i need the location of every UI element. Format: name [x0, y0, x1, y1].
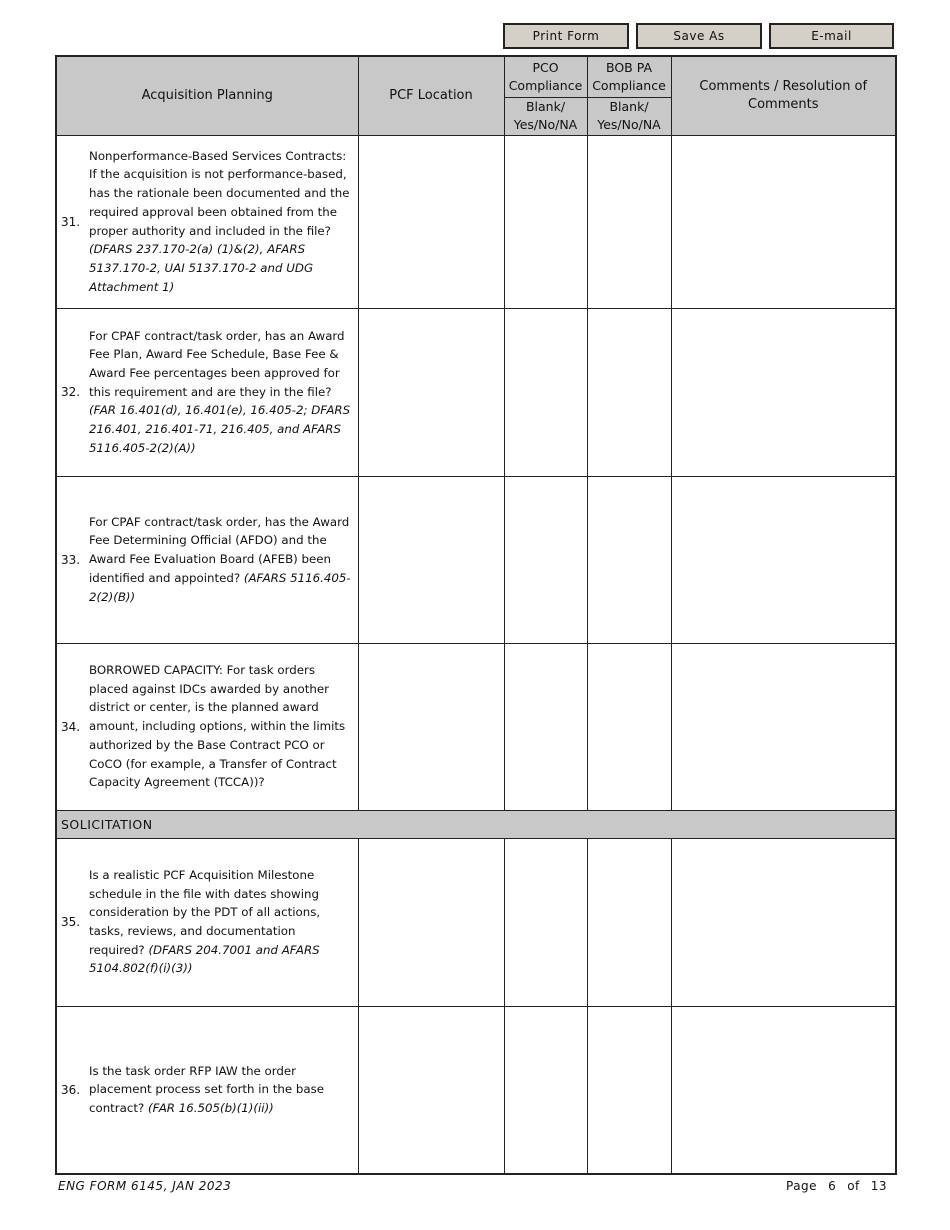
question-text: Is a realistic PCF Acquisition Milestone schedule in the file with dates showing consideration by the PDT of all actions, tasks, reviews, and documentation required? [89, 867, 321, 957]
question-text-block [89, 327, 354, 458]
question-reference: (DFARS 204.7001 and AFARS 5104.802(f)(i)(3)) [89, 942, 320, 976]
question-number: 35. [61, 915, 81, 929]
pcf-location-field[interactable] [358, 643, 504, 810]
question-number: 36. [61, 1082, 81, 1097]
page-total: 13 [870, 1179, 888, 1193]
bob-compliance-field[interactable] [587, 1006, 671, 1174]
print-form-button[interactable]: Print Form [503, 23, 629, 49]
bob-compliance-field[interactable] [587, 476, 671, 643]
pcf-location-field[interactable] [358, 476, 504, 643]
question-text: BORROWED CAPACITY: For task orders placed against IDCs awarded by another district or center, is the planned award amount, including options, within the limits authorized by the Base Contract PCO or CoCO (for example, a Transfer of Contract Capacity Agreement (TCCA))? [89, 663, 346, 790]
question-row-35 [56, 838, 896, 1006]
header-acquisition-planning: Acquisition Planning [56, 56, 358, 135]
page-number: 6 [828, 1179, 837, 1193]
save-as-button[interactable]: Save As [636, 23, 762, 49]
question-reference: (DFARS 237.170-2(a) (1)&(2), AFARS 5137.170-2, UAI 5137.170-2 and UDG Attachment 1) [89, 242, 314, 294]
question-row-33 [56, 476, 896, 643]
question-text: Nonperformance-Based Services Contracts: If the acquisition is not performance-based, has the rationale been documented and the required approval been obtained from the proper authority and included in the file? [89, 148, 350, 238]
question-cell [56, 476, 358, 643]
pcf-location-field[interactable] [358, 1006, 504, 1174]
question-cell [56, 1006, 358, 1174]
question-text: For CPAF contract/task order, has an Award Fee Plan, Award Fee Schedule, Base Fee & Award Fee percentages been approved for this requirement and are they in the file? [89, 328, 345, 399]
header-pco-compliance: PCO Compliance [504, 56, 587, 97]
section-heading: SOLICITATION [56, 810, 896, 838]
header-bob-subheader: Blank/ Yes/No/NA [587, 97, 671, 135]
comments-field[interactable] [671, 308, 896, 476]
pcf-location-field[interactable] [358, 838, 504, 1006]
pco-compliance-field[interactable] [504, 476, 587, 643]
question-text-block [89, 1062, 354, 1118]
comments-field[interactable] [671, 643, 896, 810]
pco-compliance-field[interactable] [504, 1006, 587, 1174]
pco-compliance-field[interactable] [504, 838, 587, 1006]
comments-field[interactable] [671, 1006, 896, 1174]
question-cell [56, 838, 358, 1006]
question-number: 33. [61, 552, 81, 567]
pcf-location-field[interactable] [358, 308, 504, 476]
question-row-34 [56, 643, 896, 810]
question-text-block [89, 661, 354, 792]
of-word: of [847, 1179, 860, 1193]
question-reference: (FAR 16.401(d), 16.401(e), 16.405-2; DFARS 216.401, 216.401-71, 216.405, and AFARS 5116.405-2(2)(A)) [89, 403, 351, 455]
question-number: 32. [61, 385, 81, 399]
question-cell [56, 135, 358, 308]
bob-compliance-field[interactable] [587, 643, 671, 810]
pco-compliance-field[interactable] [504, 643, 587, 810]
question-text-block [89, 866, 354, 978]
question-reference: (FAR 16.505(b)(1)(ii)) [148, 1101, 274, 1116]
header-comments: Comments / Resolution of Comments [671, 56, 896, 135]
bob-compliance-field[interactable] [587, 135, 671, 308]
question-text: Is the task order RFP IAW the order placement process set forth in the base contract? [89, 1063, 325, 1116]
pcf-location-field[interactable] [358, 135, 504, 308]
question-text-block [89, 147, 354, 297]
checklist-table [55, 55, 897, 1175]
header-bob-pa-compliance: BOB PA Compliance [587, 56, 671, 97]
form-identifier: ENG FORM 6145, JAN 2023 [58, 1179, 232, 1193]
email-button[interactable]: E-mail [769, 23, 894, 49]
page-word: Page [786, 1179, 818, 1193]
question-text: For CPAF contract/task order, has the Award Fee Determining Official (AFDO) and the Award Fee Evaluation Board (AFEB) been identified and appointed? [89, 514, 350, 585]
comments-field[interactable] [671, 476, 896, 643]
section-row-solicitation [56, 810, 896, 838]
question-row-36 [56, 1006, 896, 1174]
bob-compliance-field[interactable] [587, 308, 671, 476]
bob-compliance-field[interactable] [587, 838, 671, 1006]
question-cell [56, 308, 358, 476]
question-text-block [89, 513, 354, 607]
question-number: 34. [61, 719, 81, 734]
question-cell [56, 643, 358, 810]
question-row-32 [56, 308, 896, 476]
pco-compliance-field[interactable] [504, 308, 587, 476]
question-number: 31. [61, 214, 81, 229]
comments-field[interactable] [671, 135, 896, 308]
comments-field[interactable] [671, 838, 896, 1006]
question-reference: (AFARS 5116.405-2(2)(B)) [89, 570, 351, 604]
page-indicator [786, 1179, 898, 1193]
header-pco-subheader: Blank/ Yes/No/NA [504, 97, 587, 135]
question-row-31 [56, 135, 896, 308]
header-pcf-location: PCF Location [358, 56, 504, 135]
pco-compliance-field[interactable] [504, 135, 587, 308]
